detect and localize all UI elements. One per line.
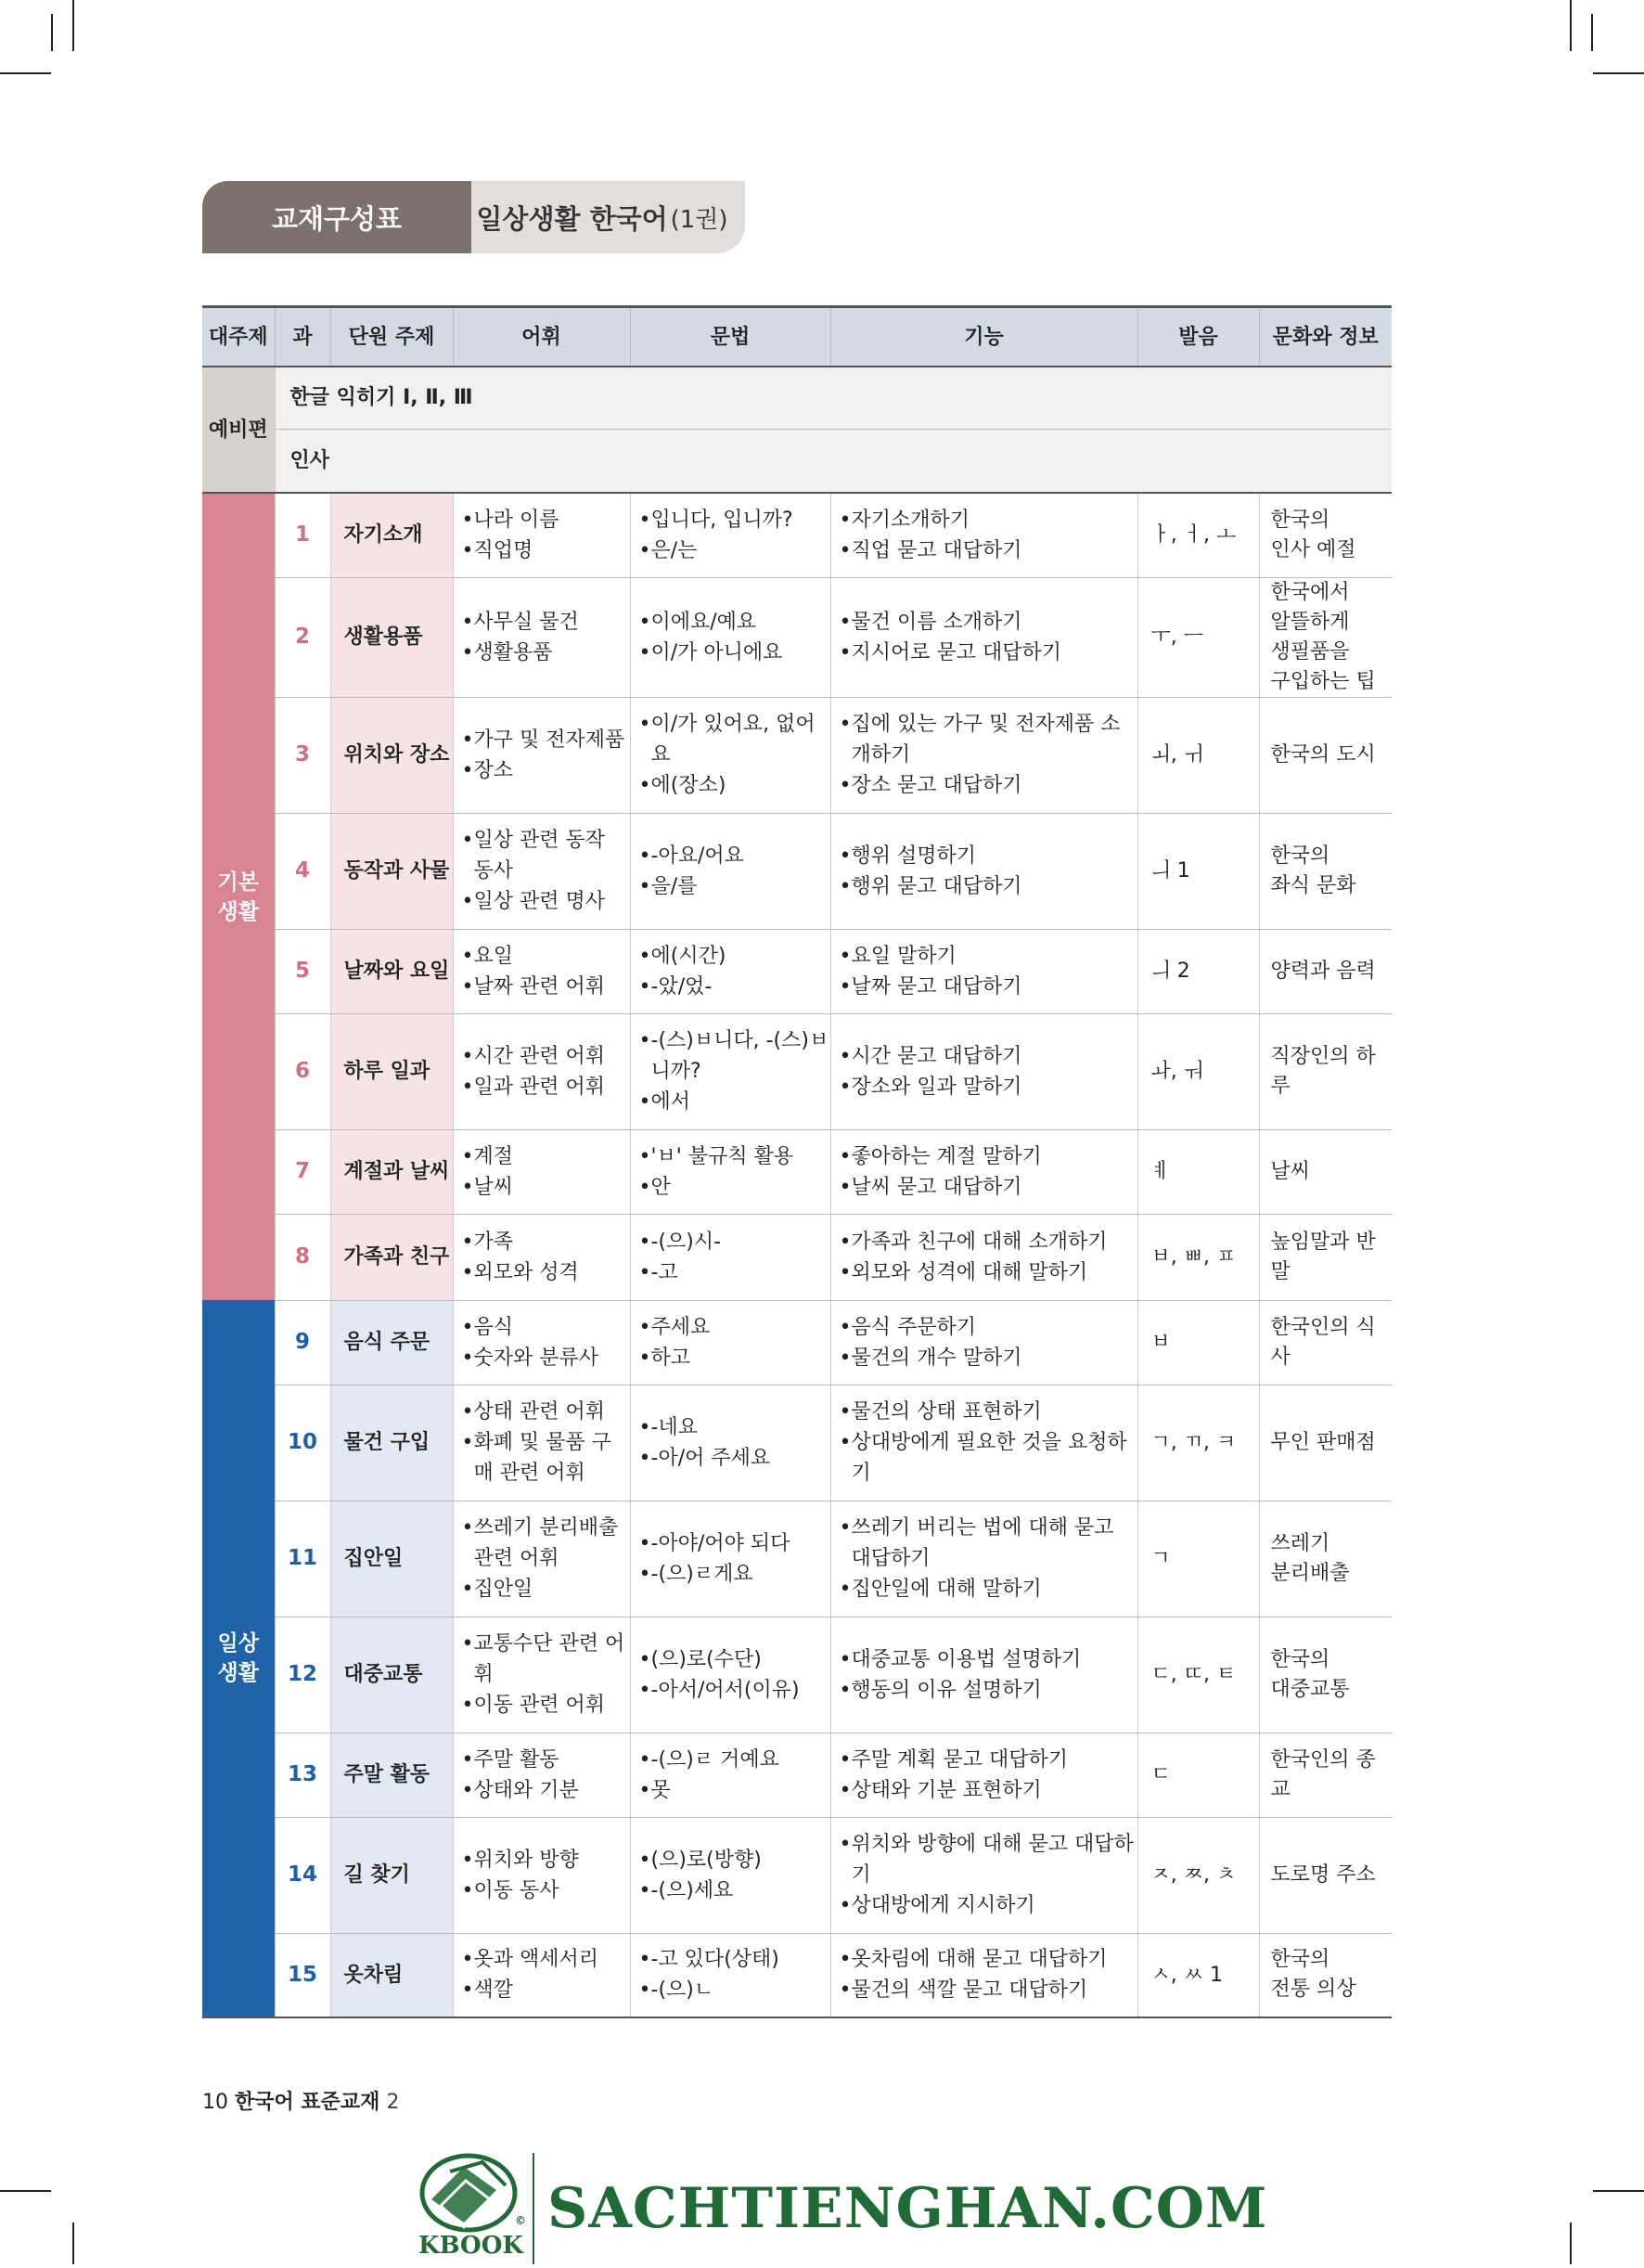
list-item: 한국에서 xyxy=(1270,580,1350,604)
list-item: 인사 예절 xyxy=(1270,537,1356,561)
list-item: 대중교통 xyxy=(1270,1677,1350,1701)
category-daily xyxy=(202,1300,275,2017)
pronunciation-cell: ㅂ, ㅃ, ㅍ xyxy=(1137,1214,1259,1300)
lesson-number: 14 xyxy=(275,1817,330,1933)
grammar-cell xyxy=(630,1214,830,1300)
crop-mark xyxy=(51,14,53,51)
list-item: 양력과 음력 xyxy=(1270,959,1376,983)
function-cell xyxy=(830,1013,1137,1129)
list-item: • 좋아하는 계절 말하기 xyxy=(840,1141,1137,1172)
culture-cell xyxy=(1259,577,1392,697)
table-row xyxy=(202,697,1392,813)
unit-topic: 하루 일과 xyxy=(330,1013,453,1129)
list-item: • 장소와 일과 말하기 xyxy=(840,1072,1137,1102)
prelim-row xyxy=(202,429,1392,493)
function-cell xyxy=(830,1501,1137,1617)
function-cell xyxy=(830,493,1137,577)
list-item: • -(으)ㄹ 거예요 xyxy=(639,1745,830,1775)
function-cell xyxy=(830,1214,1137,1300)
culture-cell xyxy=(1259,1733,1392,1817)
function-cell xyxy=(830,1617,1137,1733)
list-item: • 을/를 xyxy=(639,871,830,902)
unit-topic: 물건 구입 xyxy=(330,1385,453,1501)
list-item: • 이에요/예요 xyxy=(639,607,830,638)
list-item: • 생활용품 xyxy=(462,638,630,668)
pronunciation-cell: ㅖ xyxy=(1137,1129,1259,1214)
pronunciation-cell: ㅏ, ㅓ, ㅗ xyxy=(1137,493,1259,577)
lesson-number: 7 xyxy=(275,1129,330,1214)
list-item: • 물건의 상태 표현하기 xyxy=(840,1397,1137,1427)
brand-divider xyxy=(533,2153,534,2264)
culture-cell xyxy=(1259,813,1392,929)
lesson-number: 10 xyxy=(275,1385,330,1501)
list-item: 구입하는 팁 xyxy=(1270,669,1376,693)
column-header: 기능 xyxy=(830,307,1137,367)
list-item: 한국의 xyxy=(1270,1948,1330,1972)
list-item: • 쓰레기 버리는 법에 대해 묻고 대답하기 xyxy=(840,1513,1137,1574)
list-item: • 가족 xyxy=(462,1227,630,1257)
table-row xyxy=(202,1300,1392,1385)
unit-topic: 집안일 xyxy=(330,1501,453,1617)
unit-topic: 옷차림 xyxy=(330,1933,453,2017)
list-item: • 상태 관련 어휘 xyxy=(462,1397,630,1427)
crop-mark xyxy=(1593,72,1644,74)
prelim-row xyxy=(202,367,1392,429)
vocab-cell xyxy=(453,1129,630,1214)
function-cell xyxy=(830,929,1137,1013)
list-item: 직장인의 하루 xyxy=(1270,1044,1376,1098)
pronunciation-cell: ㅚ, ㅟ xyxy=(1137,697,1259,813)
list-item: 전통 의상 xyxy=(1270,1978,1356,2002)
grammar-cell xyxy=(630,1617,830,1733)
grammar-cell xyxy=(630,1385,830,1501)
grammar-cell xyxy=(630,577,830,697)
website-url[interactable]: SACHTIENGHAN.COM xyxy=(547,2176,1268,2241)
list-item: • -(으)ㄴ xyxy=(639,1975,830,2005)
list-item: • -(으)시- xyxy=(639,1227,830,1257)
pronunciation-cell: ㅅ, ㅆ 1 xyxy=(1137,1933,1259,2017)
column-header: 어휘 xyxy=(453,307,630,367)
culture-cell xyxy=(1259,1617,1392,1733)
list-item: 생필품을 xyxy=(1270,639,1350,664)
function-cell xyxy=(830,1300,1137,1385)
list-item: • 이동 동사 xyxy=(462,1875,630,1906)
vocab-cell xyxy=(453,813,630,929)
lesson-number: 6 xyxy=(275,1013,330,1129)
table-row xyxy=(202,493,1392,577)
list-item: • -(으)세요 xyxy=(639,1875,830,1906)
crop-mark xyxy=(1570,2223,1572,2264)
list-item: 한국인의 식사 xyxy=(1270,1315,1376,1369)
page-footer xyxy=(202,2086,399,2115)
grammar-cell xyxy=(630,813,830,929)
list-item: 한국의 xyxy=(1270,1647,1330,1671)
list-item: 좌식 문화 xyxy=(1270,873,1356,897)
list-item: • 물건 이름 소개하기 xyxy=(840,607,1137,638)
function-cell xyxy=(830,1933,1137,2017)
page-number: 10 xyxy=(202,2091,228,2114)
grammar-cell xyxy=(630,1129,830,1214)
list-item: • 안 xyxy=(639,1172,830,1203)
list-item: • 음식 xyxy=(462,1312,630,1343)
book-title: 일상생활 한국어 xyxy=(476,202,668,235)
lesson-number: 15 xyxy=(275,1933,330,2017)
function-cell xyxy=(830,813,1137,929)
list-item: • 옷차림에 대해 묻고 대답하기 xyxy=(840,1944,1137,1975)
list-item: • -아요/어요 xyxy=(639,841,830,871)
list-item: • -았/었- xyxy=(639,972,830,1002)
prelim-item: 한글 익히기 Ⅰ, Ⅱ, Ⅲ xyxy=(275,367,1392,429)
table-row xyxy=(202,577,1392,697)
pronunciation-cell: ㅘ, ㅝ xyxy=(1137,1013,1259,1129)
unit-topic: 생활용품 xyxy=(330,577,453,697)
list-item: • -아야/어야 되다 xyxy=(639,1528,830,1559)
column-header: 문법 xyxy=(630,307,830,367)
prelim-label: 예비편 xyxy=(202,367,275,493)
list-item: 날씨 xyxy=(1270,1159,1311,1183)
list-item: • -네요 xyxy=(639,1412,830,1443)
list-item: • -아서/어서(이유) xyxy=(639,1675,830,1706)
list-item: • 계절 xyxy=(462,1141,630,1172)
curriculum-table xyxy=(202,305,1392,2018)
vocab-cell xyxy=(453,1617,630,1733)
lesson-number: 13 xyxy=(275,1733,330,1817)
function-cell xyxy=(830,1385,1137,1501)
table-header-row xyxy=(202,307,1392,367)
list-item: • 일과 관련 어휘 xyxy=(462,1072,630,1102)
list-item: • 일상 관련 명사 xyxy=(462,886,630,917)
list-item: • 날씨 묻고 대답하기 xyxy=(840,1172,1137,1203)
grammar-cell xyxy=(630,1817,830,1933)
list-item: • 상태와 기분 xyxy=(462,1775,630,1806)
unit-topic: 위치와 장소 xyxy=(330,697,453,813)
culture-cell xyxy=(1259,1013,1392,1129)
list-item: • 외모와 성격 xyxy=(462,1257,630,1288)
crop-mark xyxy=(1570,0,1572,51)
table-label-tab xyxy=(202,181,471,253)
list-item: 한국의 xyxy=(1270,508,1330,532)
category-label: 기본 xyxy=(217,870,259,895)
category-label: 일상 xyxy=(217,1631,259,1656)
unit-topic: 동작과 사물 xyxy=(330,813,453,929)
list-item: • 상대방에게 지시하기 xyxy=(840,1890,1137,1921)
list-item: • 날짜 관련 어휘 xyxy=(462,972,630,1002)
table-row xyxy=(202,813,1392,929)
table-row xyxy=(202,1817,1392,1933)
culture-cell xyxy=(1259,1501,1392,1617)
vocab-cell xyxy=(453,1733,630,1817)
list-item: • 행위 설명하기 xyxy=(840,841,1137,871)
list-item: 높임말과 반말 xyxy=(1270,1230,1376,1283)
grammar-cell xyxy=(630,697,830,813)
list-item: • 색깔 xyxy=(462,1975,630,2005)
list-item: • 상대방에게 필요한 것을 요청하기 xyxy=(840,1427,1137,1488)
category-label: 생활 xyxy=(217,1661,259,1685)
vocab-cell xyxy=(453,1013,630,1129)
column-header: 문화와 정보 xyxy=(1259,307,1392,367)
list-item: • 하고 xyxy=(639,1343,830,1373)
culture-cell xyxy=(1259,1933,1392,2017)
list-item: • 직업 묻고 대답하기 xyxy=(840,535,1137,566)
list-item: 한국인의 종교 xyxy=(1270,1747,1376,1801)
list-item: • 못 xyxy=(639,1775,830,1806)
vocab-cell xyxy=(453,1501,630,1617)
vocab-cell xyxy=(453,1385,630,1501)
lesson-number: 1 xyxy=(275,493,330,577)
list-item: • -고 있다(상태) xyxy=(639,1944,830,1975)
grammar-cell xyxy=(630,493,830,577)
vocab-cell xyxy=(453,1214,630,1300)
pronunciation-cell: ㅜ, ㅡ xyxy=(1137,577,1259,697)
list-item: 무인 판매점 xyxy=(1270,1430,1376,1454)
culture-cell xyxy=(1259,493,1392,577)
list-item: 쓰레기 xyxy=(1270,1531,1330,1555)
vocab-cell xyxy=(453,577,630,697)
culture-cell xyxy=(1259,1129,1392,1214)
vocab-cell xyxy=(453,493,630,577)
list-item: • 날씨 xyxy=(462,1172,630,1203)
list-item: • 은/는 xyxy=(639,535,830,566)
list-item: • 물건의 색깔 묻고 대답하기 xyxy=(840,1975,1137,2005)
list-item: • 위치와 방향에 대해 묻고 대답하기 xyxy=(840,1829,1137,1890)
function-cell xyxy=(830,1817,1137,1933)
pronunciation-cell: ㅂ xyxy=(1137,1300,1259,1385)
culture-cell xyxy=(1259,1385,1392,1501)
column-header: 발음 xyxy=(1137,307,1259,367)
culture-cell xyxy=(1259,697,1392,813)
table-row xyxy=(202,1013,1392,1129)
crop-mark xyxy=(1593,2190,1644,2192)
unit-topic: 주말 활동 xyxy=(330,1733,453,1817)
list-item: • 가족과 친구에 대해 소개하기 xyxy=(840,1227,1137,1257)
function-cell xyxy=(830,577,1137,697)
list-item: • 주말 활동 xyxy=(462,1745,630,1775)
crop-mark xyxy=(72,2223,74,2264)
list-item: • (으)로(수단) xyxy=(639,1644,830,1675)
list-item: • 쓰레기 분리배출 관련 어휘 xyxy=(462,1513,630,1574)
pronunciation-cell: ㅢ 2 xyxy=(1137,929,1259,1013)
crop-mark xyxy=(0,72,51,74)
list-item: • 요일 말하기 xyxy=(840,941,1137,972)
grammar-cell xyxy=(630,1501,830,1617)
list-item: • 행동의 이유 설명하기 xyxy=(840,1675,1137,1706)
list-item: • 에서 xyxy=(639,1087,830,1117)
category-basic xyxy=(202,493,275,1300)
list-item: 한국의 도시 xyxy=(1270,742,1376,767)
list-item: • 대중교통 이용법 설명하기 xyxy=(840,1644,1137,1675)
list-item: • (으)로(방향) xyxy=(639,1845,830,1875)
list-item: • 숫자와 분류사 xyxy=(462,1343,630,1373)
prelim-item: 인사 xyxy=(275,429,1392,493)
unit-topic: 길 찾기 xyxy=(330,1817,453,1933)
unit-topic: 계절과 날씨 xyxy=(330,1129,453,1214)
list-item: • 나라 이름 xyxy=(462,505,630,535)
list-item: • 집안일에 대해 말하기 xyxy=(840,1574,1137,1604)
pronunciation-cell: ㅈ, ㅉ, ㅊ xyxy=(1137,1817,1259,1933)
table-row xyxy=(202,1129,1392,1214)
lesson-number: 3 xyxy=(275,697,330,813)
list-item: • -아/어 주세요 xyxy=(639,1443,830,1474)
grammar-cell xyxy=(630,1300,830,1385)
list-item: • 장소 묻고 대답하기 xyxy=(840,770,1137,801)
vocab-cell xyxy=(453,1817,630,1933)
list-item: • 시간 묻고 대답하기 xyxy=(840,1041,1137,1072)
column-header: 대주제 xyxy=(202,307,275,367)
list-item: • 'ㅂ' 불규칙 활용 xyxy=(639,1141,830,1172)
book-volume: (1권) xyxy=(670,205,728,234)
column-header: 과 xyxy=(275,307,330,367)
list-item: • 지시어로 묻고 대답하기 xyxy=(840,638,1137,668)
list-item: • 집안일 xyxy=(462,1574,630,1604)
list-item: • 이/가 있어요, 없어요 xyxy=(639,709,830,770)
culture-cell xyxy=(1259,1817,1392,1933)
culture-cell xyxy=(1259,1214,1392,1300)
list-item: • 요일 xyxy=(462,941,630,972)
unit-topic: 음식 주문 xyxy=(330,1300,453,1385)
unit-topic: 날짜와 요일 xyxy=(330,929,453,1013)
culture-cell xyxy=(1259,929,1392,1013)
lesson-number: 12 xyxy=(275,1617,330,1733)
lesson-number: 5 xyxy=(275,929,330,1013)
footer-volume: 2 xyxy=(386,2091,400,2114)
function-cell xyxy=(830,1129,1137,1214)
crop-mark xyxy=(0,2190,51,2192)
crop-mark xyxy=(72,0,74,51)
lesson-number: 8 xyxy=(275,1214,330,1300)
list-item: • 옷과 액세서리 xyxy=(462,1944,630,1975)
pronunciation-cell: ㄱ, ㄲ, ㅋ xyxy=(1137,1385,1259,1501)
book-title-tab xyxy=(459,181,745,253)
vocab-cell xyxy=(453,697,630,813)
table-row xyxy=(202,1501,1392,1617)
list-item: • 날짜 묻고 대답하기 xyxy=(840,972,1137,1002)
list-item: • 장소 xyxy=(462,755,630,786)
table-row xyxy=(202,1933,1392,2017)
grammar-cell xyxy=(630,1733,830,1817)
list-item: • 주세요 xyxy=(639,1312,830,1343)
list-item: • 입니다, 입니까? xyxy=(639,505,830,535)
list-item: • -(으)ㄹ게요 xyxy=(639,1559,830,1590)
list-item: • 가구 및 전자제품 xyxy=(462,725,630,755)
list-item: • 사무실 물건 xyxy=(462,607,630,638)
table-row xyxy=(202,1733,1392,1817)
function-cell xyxy=(830,697,1137,813)
vocab-cell xyxy=(453,1300,630,1385)
category-label: 생활 xyxy=(217,899,259,924)
lesson-number: 9 xyxy=(275,1300,330,1385)
list-item: • 외모와 성격에 대해 말하기 xyxy=(840,1257,1137,1288)
table-label: 교재구성표 xyxy=(271,202,403,235)
list-item: • 직업명 xyxy=(462,535,630,566)
table-row xyxy=(202,1617,1392,1733)
list-item: • 이/가 아니에요 xyxy=(639,638,830,668)
grammar-cell xyxy=(630,1013,830,1129)
table-row xyxy=(202,929,1392,1013)
function-cell xyxy=(830,1733,1137,1817)
unit-topic: 대중교통 xyxy=(330,1617,453,1733)
lesson-number: 2 xyxy=(275,577,330,697)
list-item: • 에(시간) xyxy=(639,941,830,972)
pronunciation-cell: ㄷ xyxy=(1137,1733,1259,1817)
kbook-text: KBOOK xyxy=(418,2232,523,2260)
pronunciation-cell: ㄱ xyxy=(1137,1501,1259,1617)
list-item: 분리배출 xyxy=(1270,1561,1350,1585)
list-item: • 이동 관련 어휘 xyxy=(462,1690,630,1720)
list-item: • 화폐 및 물품 구매 관련 어휘 xyxy=(462,1427,630,1488)
footer-book-title: 한국어 표준교재 xyxy=(235,2091,380,2114)
list-item: • 자기소개하기 xyxy=(840,505,1137,535)
list-item: • 에(장소) xyxy=(639,770,830,801)
list-item: • -(스)ㅂ니다, -(스)ㅂ니까? xyxy=(639,1025,830,1087)
pronunciation-cell: ㄷ, ㄸ, ㅌ xyxy=(1137,1617,1259,1733)
table-row xyxy=(202,1214,1392,1300)
list-item: • 위치와 방향 xyxy=(462,1845,630,1875)
lesson-number: 4 xyxy=(275,813,330,929)
vocab-cell xyxy=(453,1933,630,2017)
list-item: • -고 xyxy=(639,1257,830,1288)
unit-topic: 자기소개 xyxy=(330,493,453,577)
list-item: • 시간 관련 어휘 xyxy=(462,1041,630,1072)
list-item: 알뜰하게 xyxy=(1270,610,1350,634)
copyright-mark: © xyxy=(515,2214,526,2227)
grammar-cell xyxy=(630,929,830,1013)
pronunciation-cell: ㅢ 1 xyxy=(1137,813,1259,929)
vocab-cell xyxy=(453,929,630,1013)
list-item: • 주말 계획 묻고 대답하기 xyxy=(840,1745,1137,1775)
list-item: • 집에 있는 가구 및 전자제품 소개하기 xyxy=(840,709,1137,770)
table-row xyxy=(202,1385,1392,1501)
column-header: 단원 주제 xyxy=(330,307,453,367)
lesson-number: 11 xyxy=(275,1501,330,1617)
grammar-cell xyxy=(630,1933,830,2017)
list-item: • 음식 주문하기 xyxy=(840,1312,1137,1343)
culture-cell xyxy=(1259,1300,1392,1385)
list-item: 한국의 xyxy=(1270,844,1330,868)
list-item: • 일상 관련 동작 동사 xyxy=(462,825,630,886)
list-item: • 행위 묻고 대답하기 xyxy=(840,871,1137,902)
unit-topic: 가족과 친구 xyxy=(330,1214,453,1300)
list-item: • 상태와 기분 표현하기 xyxy=(840,1775,1137,1806)
list-item: • 물건의 개수 말하기 xyxy=(840,1343,1137,1373)
crop-mark xyxy=(1591,14,1593,51)
list-item: 도로명 주소 xyxy=(1270,1862,1376,1887)
list-item: • 교통수단 관련 어휘 xyxy=(462,1629,630,1690)
